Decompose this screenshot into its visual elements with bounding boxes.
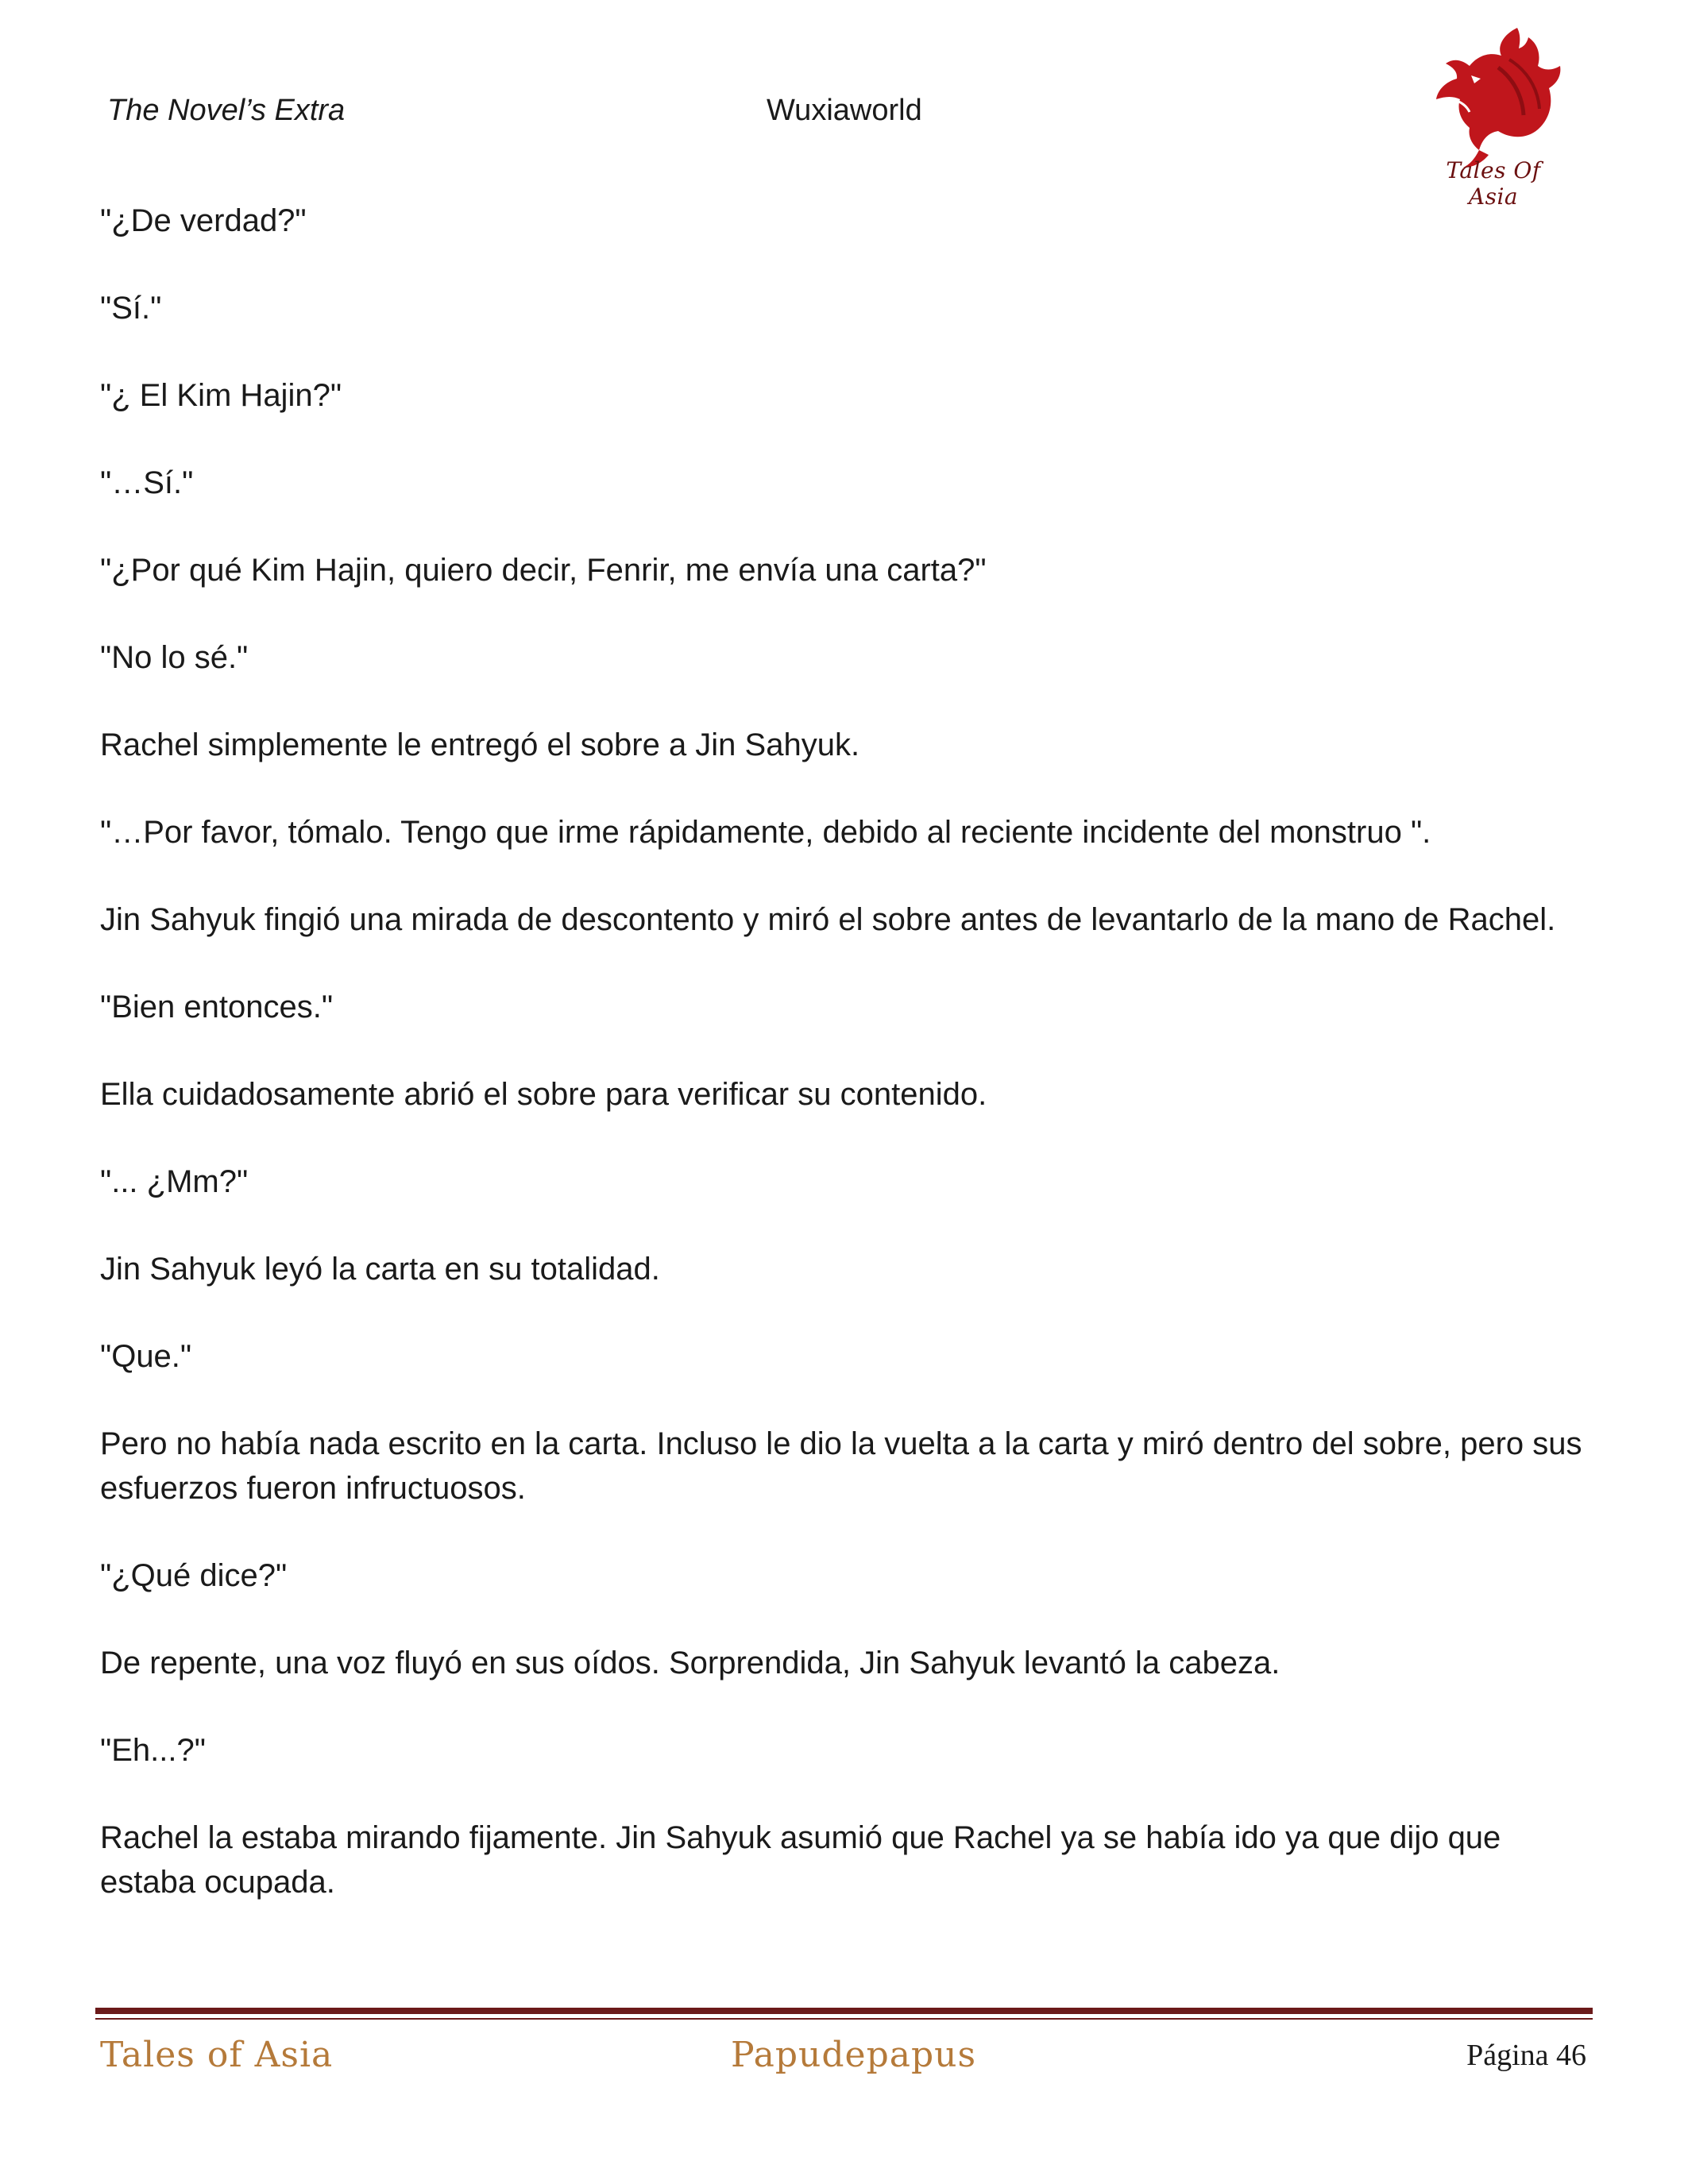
paragraph: Jin Sahyuk leyó la carta en su totalidad. (100, 1252, 660, 1287)
paragraph: "¿ El Kim Hajin?" (100, 378, 342, 413)
paragraph: "…Por favor, tómalo. Tengo que irme rápidamente, debido al reciente incidente del monstruo ". (100, 815, 1431, 850)
footer-divider-thin (95, 2018, 1593, 2020)
paragraph: Rachel simplemente le entregó el sobre a Jin Sahyuk. (100, 727, 860, 762)
paragraph: "Bien entonces." (100, 990, 334, 1024)
paragraph: Ella cuidadosamente abrió el sobre para verificar su contenido. (100, 1077, 987, 1112)
paragraph: "No lo sé." (100, 640, 249, 675)
paragraph: "…Sí." (100, 465, 194, 500)
paragraph: Pero no había nada escrito en la carta. Incluso le dio la vuelta a la carta y miró dentro del sobre, pero sus esfuerzos fueron infructuosos. (100, 1426, 1582, 1506)
paragraph: "Eh...?" (100, 1733, 206, 1768)
page-header (0, 0, 1688, 210)
paragraph: "¿De verdad?" (100, 203, 307, 238)
page-number: Página 46 (1466, 2039, 1586, 2072)
document-body (100, 199, 1593, 1947)
book-title: The Novel’s Extra (107, 94, 346, 127)
footer-publisher: Tales of Asia (100, 2035, 334, 2075)
paragraph: "¿Por qué Kim Hajin, quiero decir, Fenrir, me envía una carta?" (100, 553, 987, 588)
paragraph: "Que." (100, 1339, 192, 1374)
paragraph: "... ¿Mm?" (100, 1164, 249, 1199)
paragraph: Jin Sahyuk fingió una mirada de descontento y miró el sobre antes de levantarlo de la mano de Rachel. (100, 902, 1556, 937)
logo-text: Tales Of Asia (1446, 157, 1541, 210)
paragraph: Rachel la estaba mirando fijamente. Jin Sahyuk asumió que Rachel ya se había ido ya que dijo que estaba ocupada. (100, 1820, 1501, 1900)
paragraph: "¿Qué dice?" (100, 1558, 288, 1593)
footer-translator: Papudepapus (731, 2035, 977, 2075)
site-name: Wuxiaworld (767, 94, 922, 127)
paragraph: "Sí." (100, 291, 162, 326)
footer-divider (95, 2008, 1593, 2014)
paragraph: De repente, una voz fluyó en sus oídos. Sorprendida, Jin Sahyuk levantó la cabeza. (100, 1646, 1280, 1680)
